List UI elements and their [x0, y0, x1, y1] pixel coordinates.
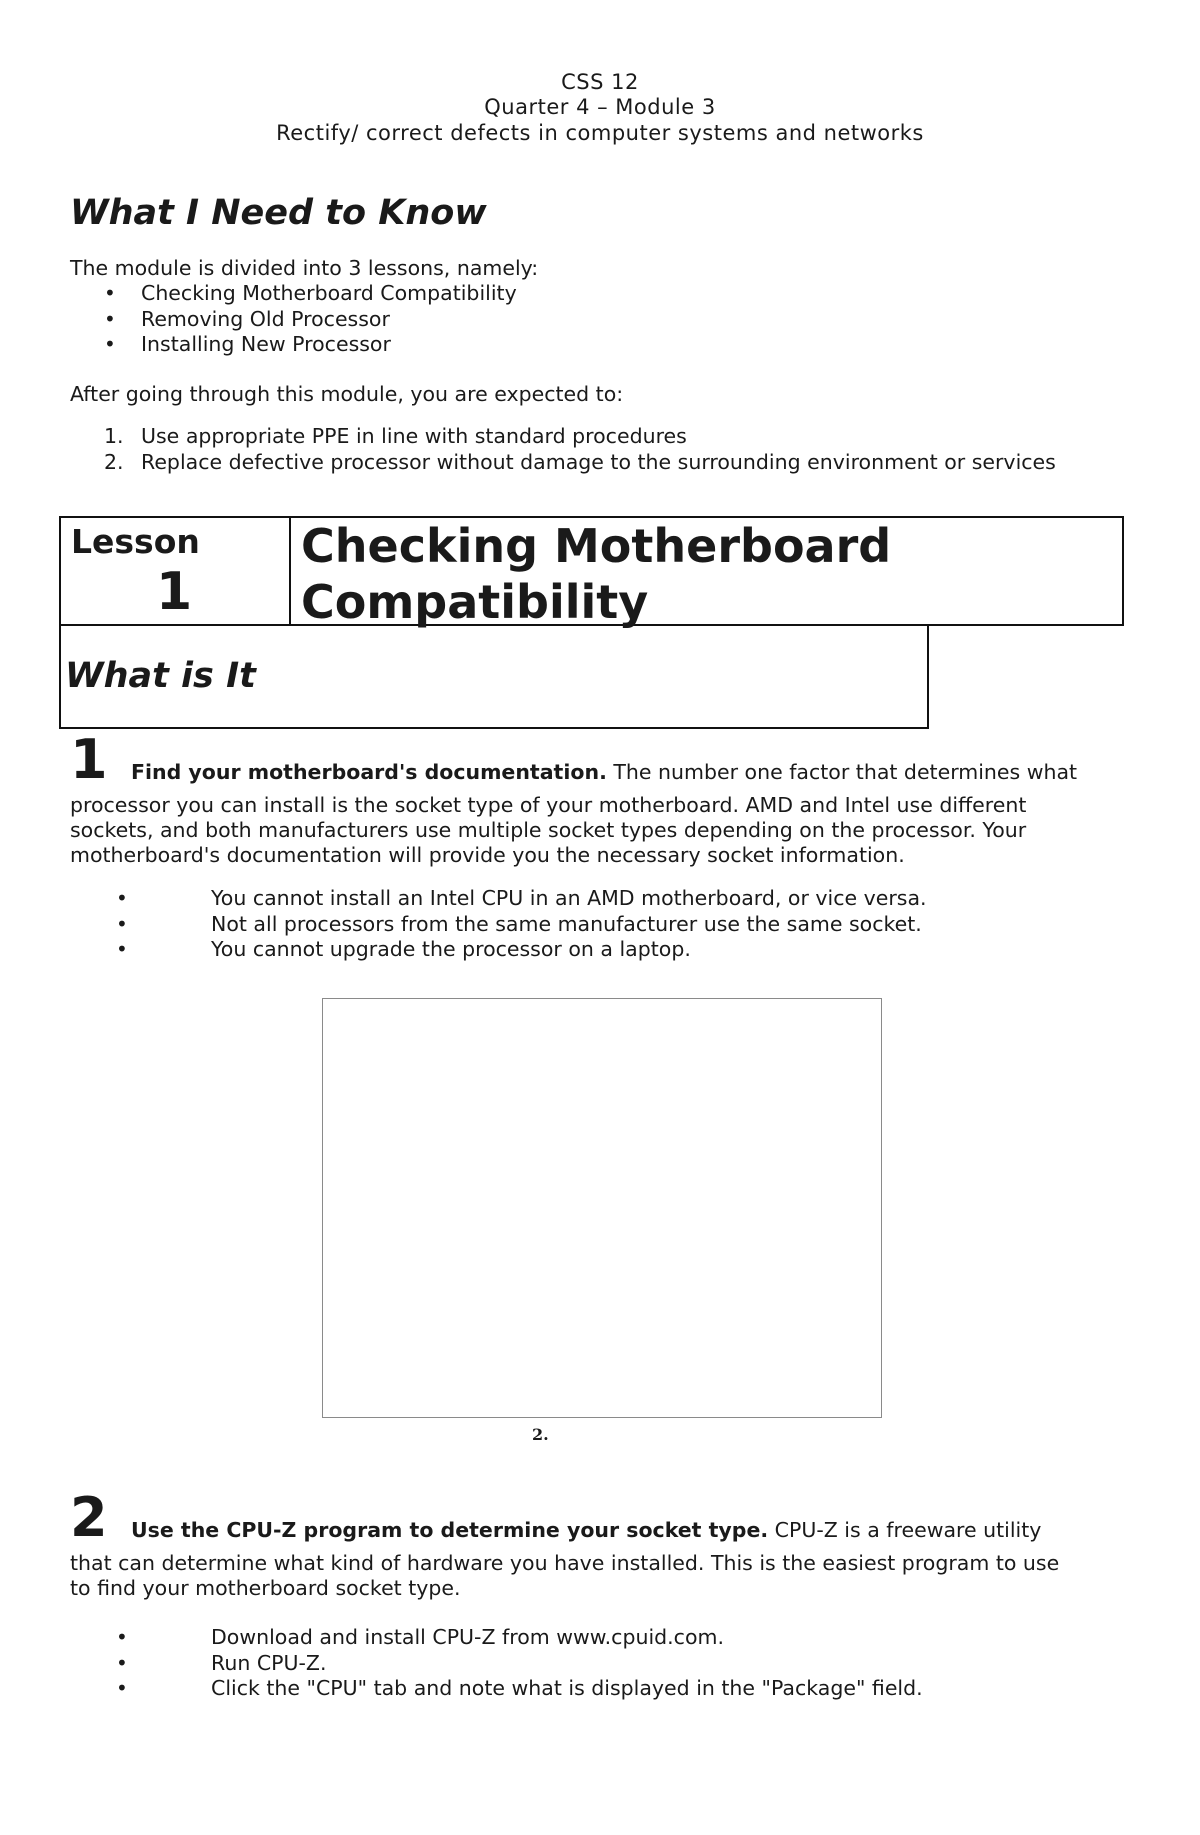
step-2-lead: Use the CPU-Z program to determine your socket type. CPU-Z is a freeware utility	[131, 1518, 1042, 1542]
bullet-icon: •	[116, 1650, 128, 1675]
bullet-icon: •	[116, 886, 128, 910]
step-1-lead: Find your motherboard's documentation. The number one factor that determines what	[131, 760, 1078, 784]
step-number: 2	[70, 1486, 108, 1549]
list-item: • Run CPU-Z.	[116, 1650, 327, 1675]
lesson-number: 1	[156, 562, 193, 622]
list-item: 2. Replace defective processor without damage to the surrounding environment or services	[104, 449, 1056, 474]
module-title: Quarter 4 – Module 3	[484, 95, 716, 119]
list-item: 1. Use appropriate PPE in line with standard procedures	[104, 424, 687, 448]
step-2-bullets	[116, 1625, 1116, 1702]
lesson-list	[104, 281, 704, 358]
list-item: • Not all processors from the same manufacturer use the same socket.	[116, 911, 922, 936]
figure-image	[322, 998, 882, 1418]
list-item: • Download and install CPU-Z from www.cpuid.com.	[116, 1625, 724, 1649]
need-to-know-heading: What I Need to Know	[70, 193, 487, 233]
bullet-icon: •	[104, 281, 116, 305]
bullet-icon: •	[116, 1676, 128, 1700]
list-item: • Checking Motherboard Compatibility	[104, 281, 517, 305]
step-heading: Find your motherboard's documentation.	[131, 760, 607, 784]
list-item: • You cannot upgrade the processor on a laptop.	[116, 937, 691, 961]
lesson-label: Lesson	[71, 522, 200, 561]
what-is-it-box	[59, 626, 929, 729]
module-topic: Rectify/ correct defects in computer systems and networks	[276, 121, 924, 145]
bullet-icon: •	[116, 937, 128, 961]
what-is-it-heading: What is It	[65, 656, 256, 696]
figure-caption: 2.	[532, 1425, 549, 1444]
expect-intro: After going through this module, you are expected to:	[70, 382, 624, 406]
list-item: • You cannot install an Intel CPU in an AMD motherboard, or vice versa.	[116, 886, 927, 910]
course-title: CSS 12	[561, 70, 639, 94]
step-number: 1	[70, 728, 108, 791]
bullet-icon: •	[104, 306, 116, 331]
list-item: • Removing Old Processor	[104, 306, 390, 331]
list-item: • Click the "CPU" tab and note what is displayed in the "Package" field.	[116, 1676, 923, 1700]
step-1-bullets	[116, 886, 1116, 963]
step-heading: Use the CPU-Z program to determine your socket type.	[131, 1518, 769, 1542]
lesson-title: Checking Motherboard Compatibility	[301, 519, 892, 629]
lesson-header-box	[59, 516, 1124, 629]
lesson-number-cell	[61, 518, 291, 624]
objective-list	[104, 424, 1154, 475]
step-2-paragraph: that can determine what kind of hardware you have installed. This is the easiest program to use to find your motherboard socket type.	[70, 1551, 1060, 1600]
bullet-icon: •	[104, 332, 116, 356]
bullet-icon: •	[116, 1625, 128, 1649]
list-item: • Installing New Processor	[104, 332, 391, 356]
bullet-icon: •	[116, 911, 128, 936]
intro-text: The module is divided into 3 lessons, namely:	[70, 256, 539, 280]
step-1-paragraph: processor you can install is the socket type of your motherboard. AMD and Intel use different sockets, and both manufacturers use multiple socket types depending on the processor. Your motherboard's documentation will provide you the necessary socket information.	[70, 793, 1027, 867]
